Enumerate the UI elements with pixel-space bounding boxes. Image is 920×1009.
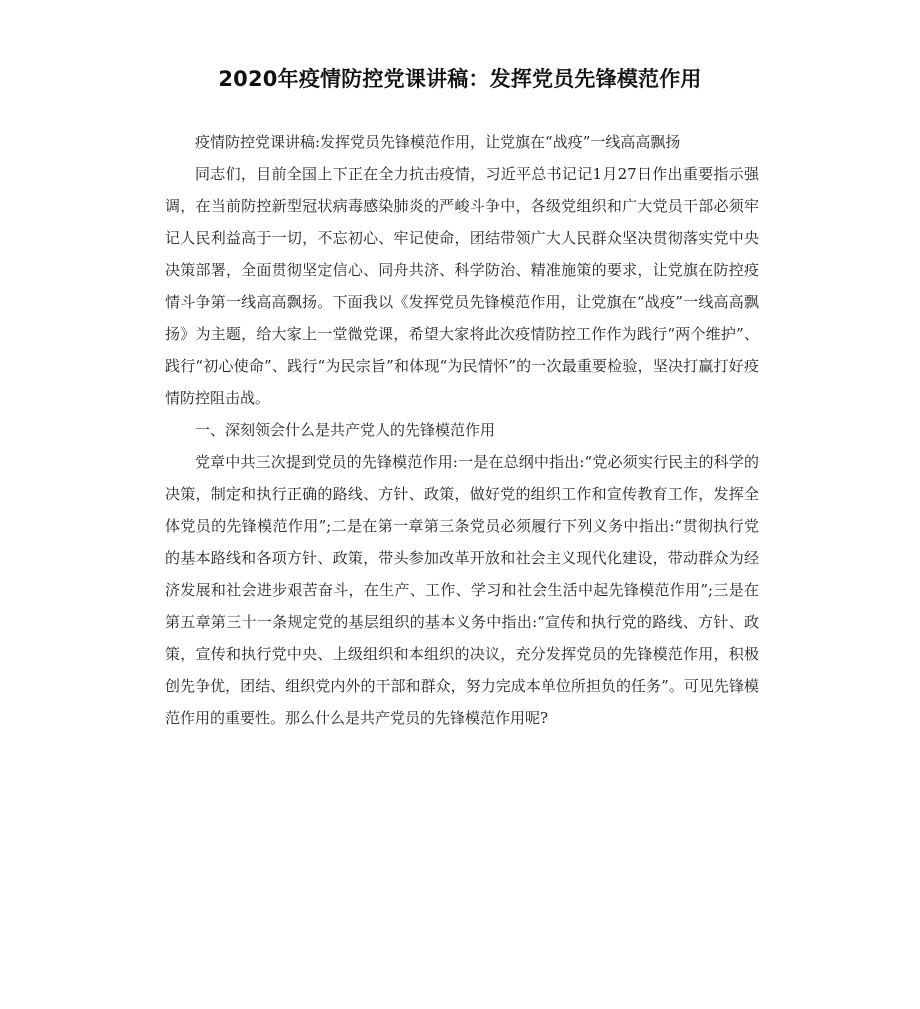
paragraph-subtitle: 疫情防控党课讲稿:发挥党员先锋模范作用，让党旗在“战疫”一线高高飘扬 [195, 133, 681, 151]
section-heading-1: 一、深刻领会什么是共产党人的先锋模范作用 [195, 421, 496, 439]
document-title: 2020年疫情防控党课讲稿：发挥党员先锋模范作用 [218, 67, 702, 91]
paragraph-party-constitution: 党章中共三次提到党员的先锋模范作用:一是在总纲中指出:“党必须实行民主的科学的决策，制定和执行正确的路线、方针、政策，做好党的组织工作和宣传教育工作，发挥全体党员的先锋模范作用”;二是在第一章第三条党员必须履行下列义务中指出:“贯彻执行党的基本路线和各项方针、政策，带头参加改革开放和社会主义现代化建设，带动群众为经济发展和社会进步艰苦奋斗，在生产、工作、学习和社会生活中起先锋模范作用”;三是在第五章第三十一条规定党的基层组织的基本义务中指出:“宣传和执行党的路线、方针、政策，宣传和执行党中央、上级组织和本组织的决议，充分发挥党员的先锋模范作用，积极创先争优，团结、组织党内外的干部和群众，努力完成本单位所担负的任务”。可见先锋模范作用的重要性。那么什么是共产党员的先锋模范作用呢? [165, 453, 759, 727]
document-body [165, 126, 759, 734]
paragraph-intro: 同志们，目前全国上下正在全力抗击疫情，习近平总书记记1月27日作出重要指示强调，在当前防控新型冠状病毒感染肺炎的严峻斗争中，各级党组织和广大党员干部必须牢记人民利益高于一切，不忘初心、牢记使命，团结带领广大人民群众坚决贯彻落实党中央决策部署，全面贯彻坚定信心、同舟共济、科学防治、精准施策的要求，让党旗在防控疫情斗争第一线高高飘扬。下面我以《发挥党员先锋模范作用，让党旗在“战疫”一线高高飘扬》为主题，给大家上一堂微党课，希望大家将此次疫情防控工作作为践行“两个维护”、践行“初心使命”、践行“为民宗旨”和体现“为民情怀”的一次最重要检验，坚决打赢打好疫情防控阻击战。 [165, 165, 759, 407]
